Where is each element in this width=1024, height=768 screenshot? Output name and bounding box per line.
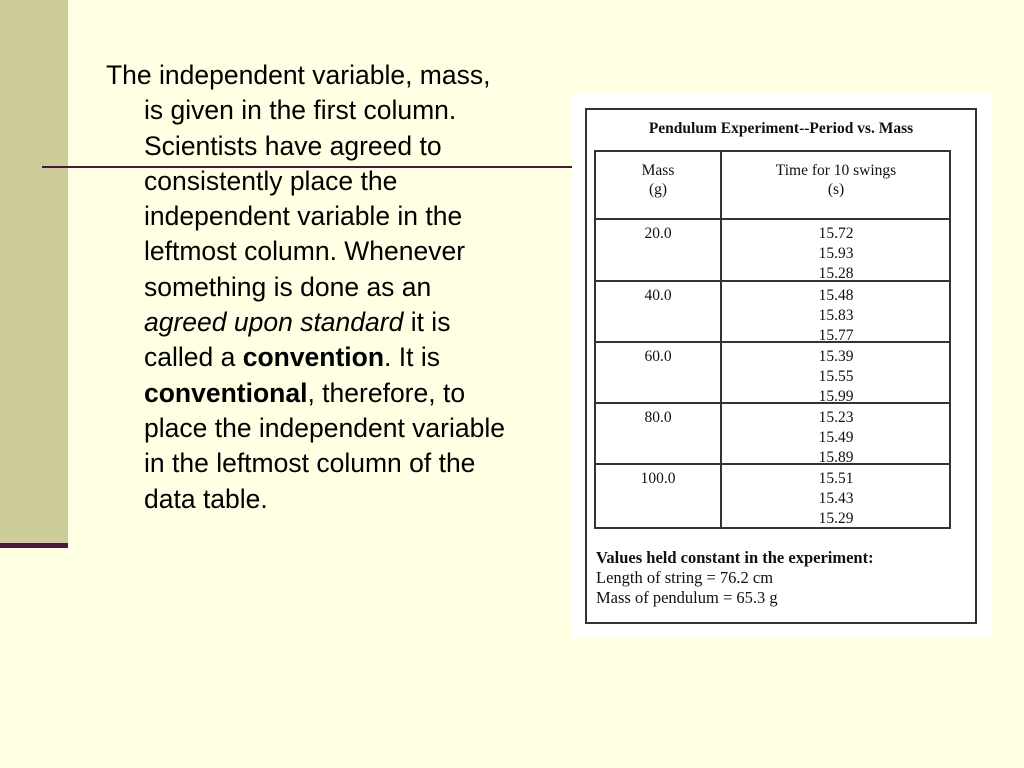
constant-pendulum-mass: Mass of pendulum = 65.3 g (596, 588, 778, 607)
time-value: 15.77 (818, 327, 854, 344)
text-conventional: conventional (144, 377, 308, 408)
time-value: 15.72 (818, 225, 854, 242)
mass-cell: 20.0 (644, 225, 672, 242)
data-table (594, 150, 951, 529)
text-convention: convention (242, 342, 385, 373)
time-cell (722, 286, 950, 346)
time-value: 15.83 (818, 307, 854, 324)
time-cell (722, 408, 950, 468)
constants-block (596, 548, 874, 608)
left-accent-bar (0, 0, 68, 545)
constant-string-length: Length of string = 76.2 cm (596, 568, 774, 587)
text-run: it is called a (144, 307, 451, 373)
time-cell (722, 224, 950, 284)
time-cell (722, 347, 950, 407)
time-value: 15.55 (818, 368, 854, 385)
text-run: . It is (384, 342, 440, 373)
time-value: 15.43 (818, 490, 854, 507)
figure-frame (585, 108, 977, 624)
mass-cell: 60.0 (644, 348, 672, 365)
text-agreed-upon-standard: agreed upon standard (144, 307, 404, 338)
column-header-mass-unit: (g) (648, 181, 668, 198)
table-title: Pendulum Experiment--Period vs. Mass (648, 120, 914, 137)
time-value: 15.23 (818, 409, 854, 426)
column-header-time (722, 161, 950, 199)
time-value: 15.39 (818, 348, 854, 365)
header-divider (596, 218, 949, 220)
mass-cell: 40.0 (644, 287, 672, 304)
data-table-figure (572, 93, 992, 638)
slide-body-text (106, 58, 506, 517)
mass-cell: 100.0 (640, 470, 676, 487)
time-value: 15.48 (818, 287, 854, 304)
column-header-time-unit: (s) (827, 181, 845, 198)
column-header-mass (596, 161, 720, 199)
explanation-paragraph (106, 58, 506, 517)
text-run: The independent variable, mass, is given in the first column. Scientists have agreed to consistently place the independent variable in the leftmost column. Whenever something is done as an (106, 60, 491, 302)
text-run: , therefore, to place the independent variable in the leftmost column of the data table. (144, 377, 505, 514)
column-header-mass-name: Mass (641, 162, 675, 179)
mass-cell: 80.0 (644, 409, 672, 426)
time-value: 15.93 (818, 245, 854, 262)
time-value: 15.49 (818, 429, 854, 446)
time-value: 15.89 (818, 449, 854, 466)
constants-heading: Values held constant in the experiment: (596, 548, 874, 567)
column-header-time-name: Time for 10 swings (775, 162, 897, 179)
time-value: 15.29 (818, 510, 854, 527)
time-cell (722, 469, 950, 529)
time-value: 15.28 (818, 265, 854, 282)
time-value: 15.99 (818, 388, 854, 405)
time-value: 15.51 (818, 470, 854, 487)
left-accent-underline (0, 543, 68, 548)
